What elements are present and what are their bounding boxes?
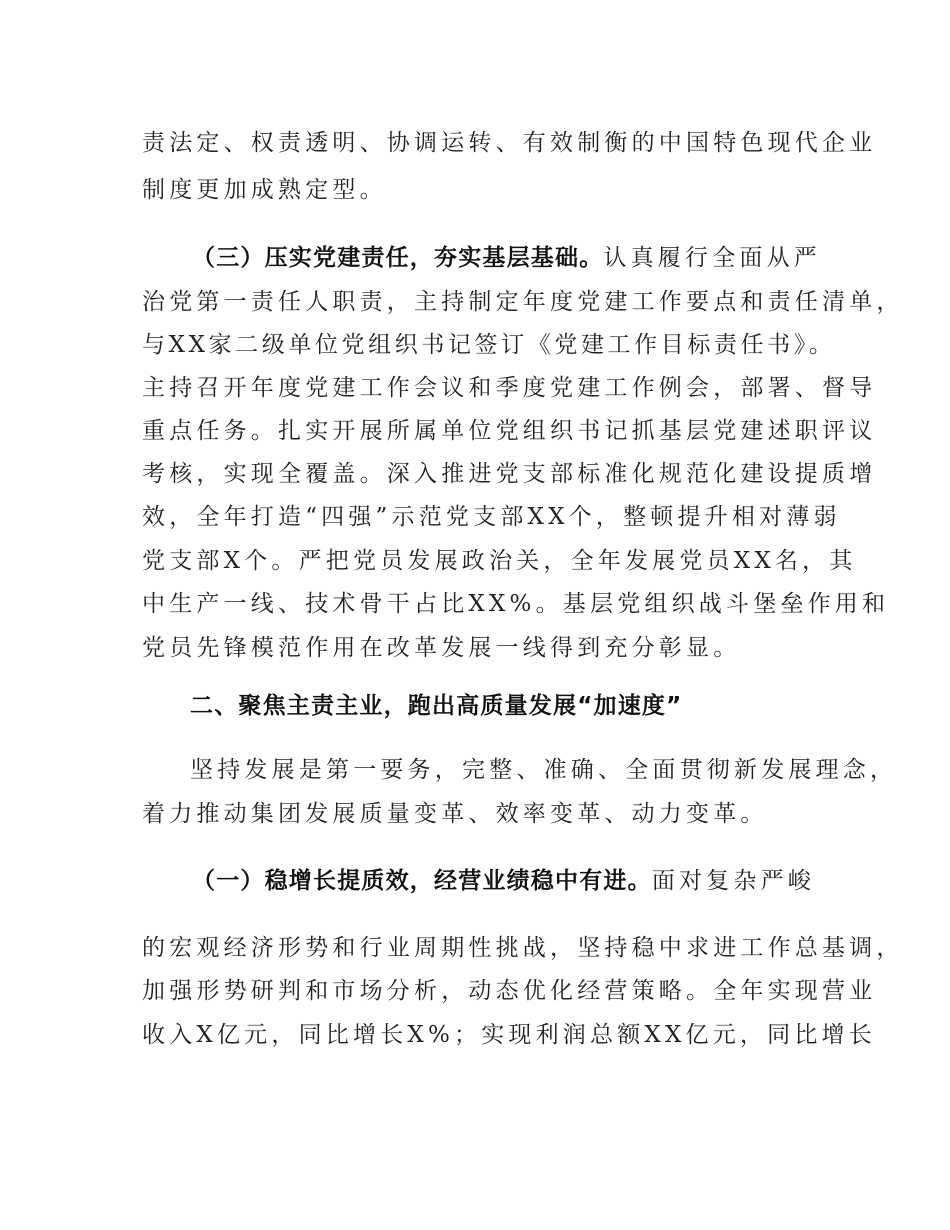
- body-text-line: 重点任务。扎实开展所属单位党组织书记抓基层党建述职评议: [142, 418, 877, 444]
- body-text-line: 与XX家二级单位党组织书记签订《党建工作目标责任书》。: [142, 332, 836, 358]
- body-text-line: 坚持发展是第一要务，完整、准确、全面贯彻新发展理念，: [190, 757, 898, 783]
- body-text-line: 党支部X个。严把党员发展政治关，全年发展党员XX名，其: [142, 548, 857, 574]
- subsection-heading-3: （三）压实党建责任，夯实基层基础。: [192, 245, 604, 271]
- subsection-paragraph-first-line: [192, 243, 832, 273]
- body-text: 认真履行全面从严: [603, 245, 822, 271]
- body-text-line: 中生产一线、技术骨干占比XX%。基层党组织战斗堡垒作用和: [142, 591, 890, 617]
- body-text-line: 制度更加成熟定型。: [142, 177, 387, 203]
- subsection-heading-1: （一）稳增长提质效，经营业绩稳中有进。: [192, 868, 652, 894]
- body-text-line: 责法定、权责透明、协调运转、有效制衡的中国特色现代企业: [142, 130, 877, 156]
- section-heading-2: 二、聚焦主责主业，跑出高质量发展“加速度”: [190, 693, 683, 719]
- body-text-line: 主持召开年度党建工作会议和季度党建工作例会，部署、督导: [142, 375, 877, 401]
- body-text-line: 效，全年打造“四强”示范党支部XX个，整顿提升相对薄弱: [142, 504, 841, 530]
- body-text-line: 收入X亿元，同比增长X%；实现利润总额XX亿元，同比增长: [142, 1022, 876, 1048]
- body-text-line: 的宏观经济形势和行业周期性挑战，坚持稳中求进工作总基调，: [142, 935, 904, 961]
- body-text-line: 党员先锋模范作用在改革发展一线得到充分彰显。: [142, 635, 741, 661]
- body-text: 面对复杂严峻: [651, 868, 816, 894]
- body-text-line: 治党第一责任人职责，主持制定年度党建工作要点和责任清单，: [142, 289, 904, 315]
- body-text-line: 着力推动集团发展质量变革、效率变革、动力变革。: [142, 801, 768, 827]
- body-text-line: 加强形势研判和市场分析，动态优化经营策略。全年实现营业: [142, 978, 877, 1004]
- body-text-line: 考核，实现全覆盖。深入推进党支部标准化规范化建设提质增: [142, 461, 877, 487]
- subsection-paragraph-first-line: [192, 866, 832, 896]
